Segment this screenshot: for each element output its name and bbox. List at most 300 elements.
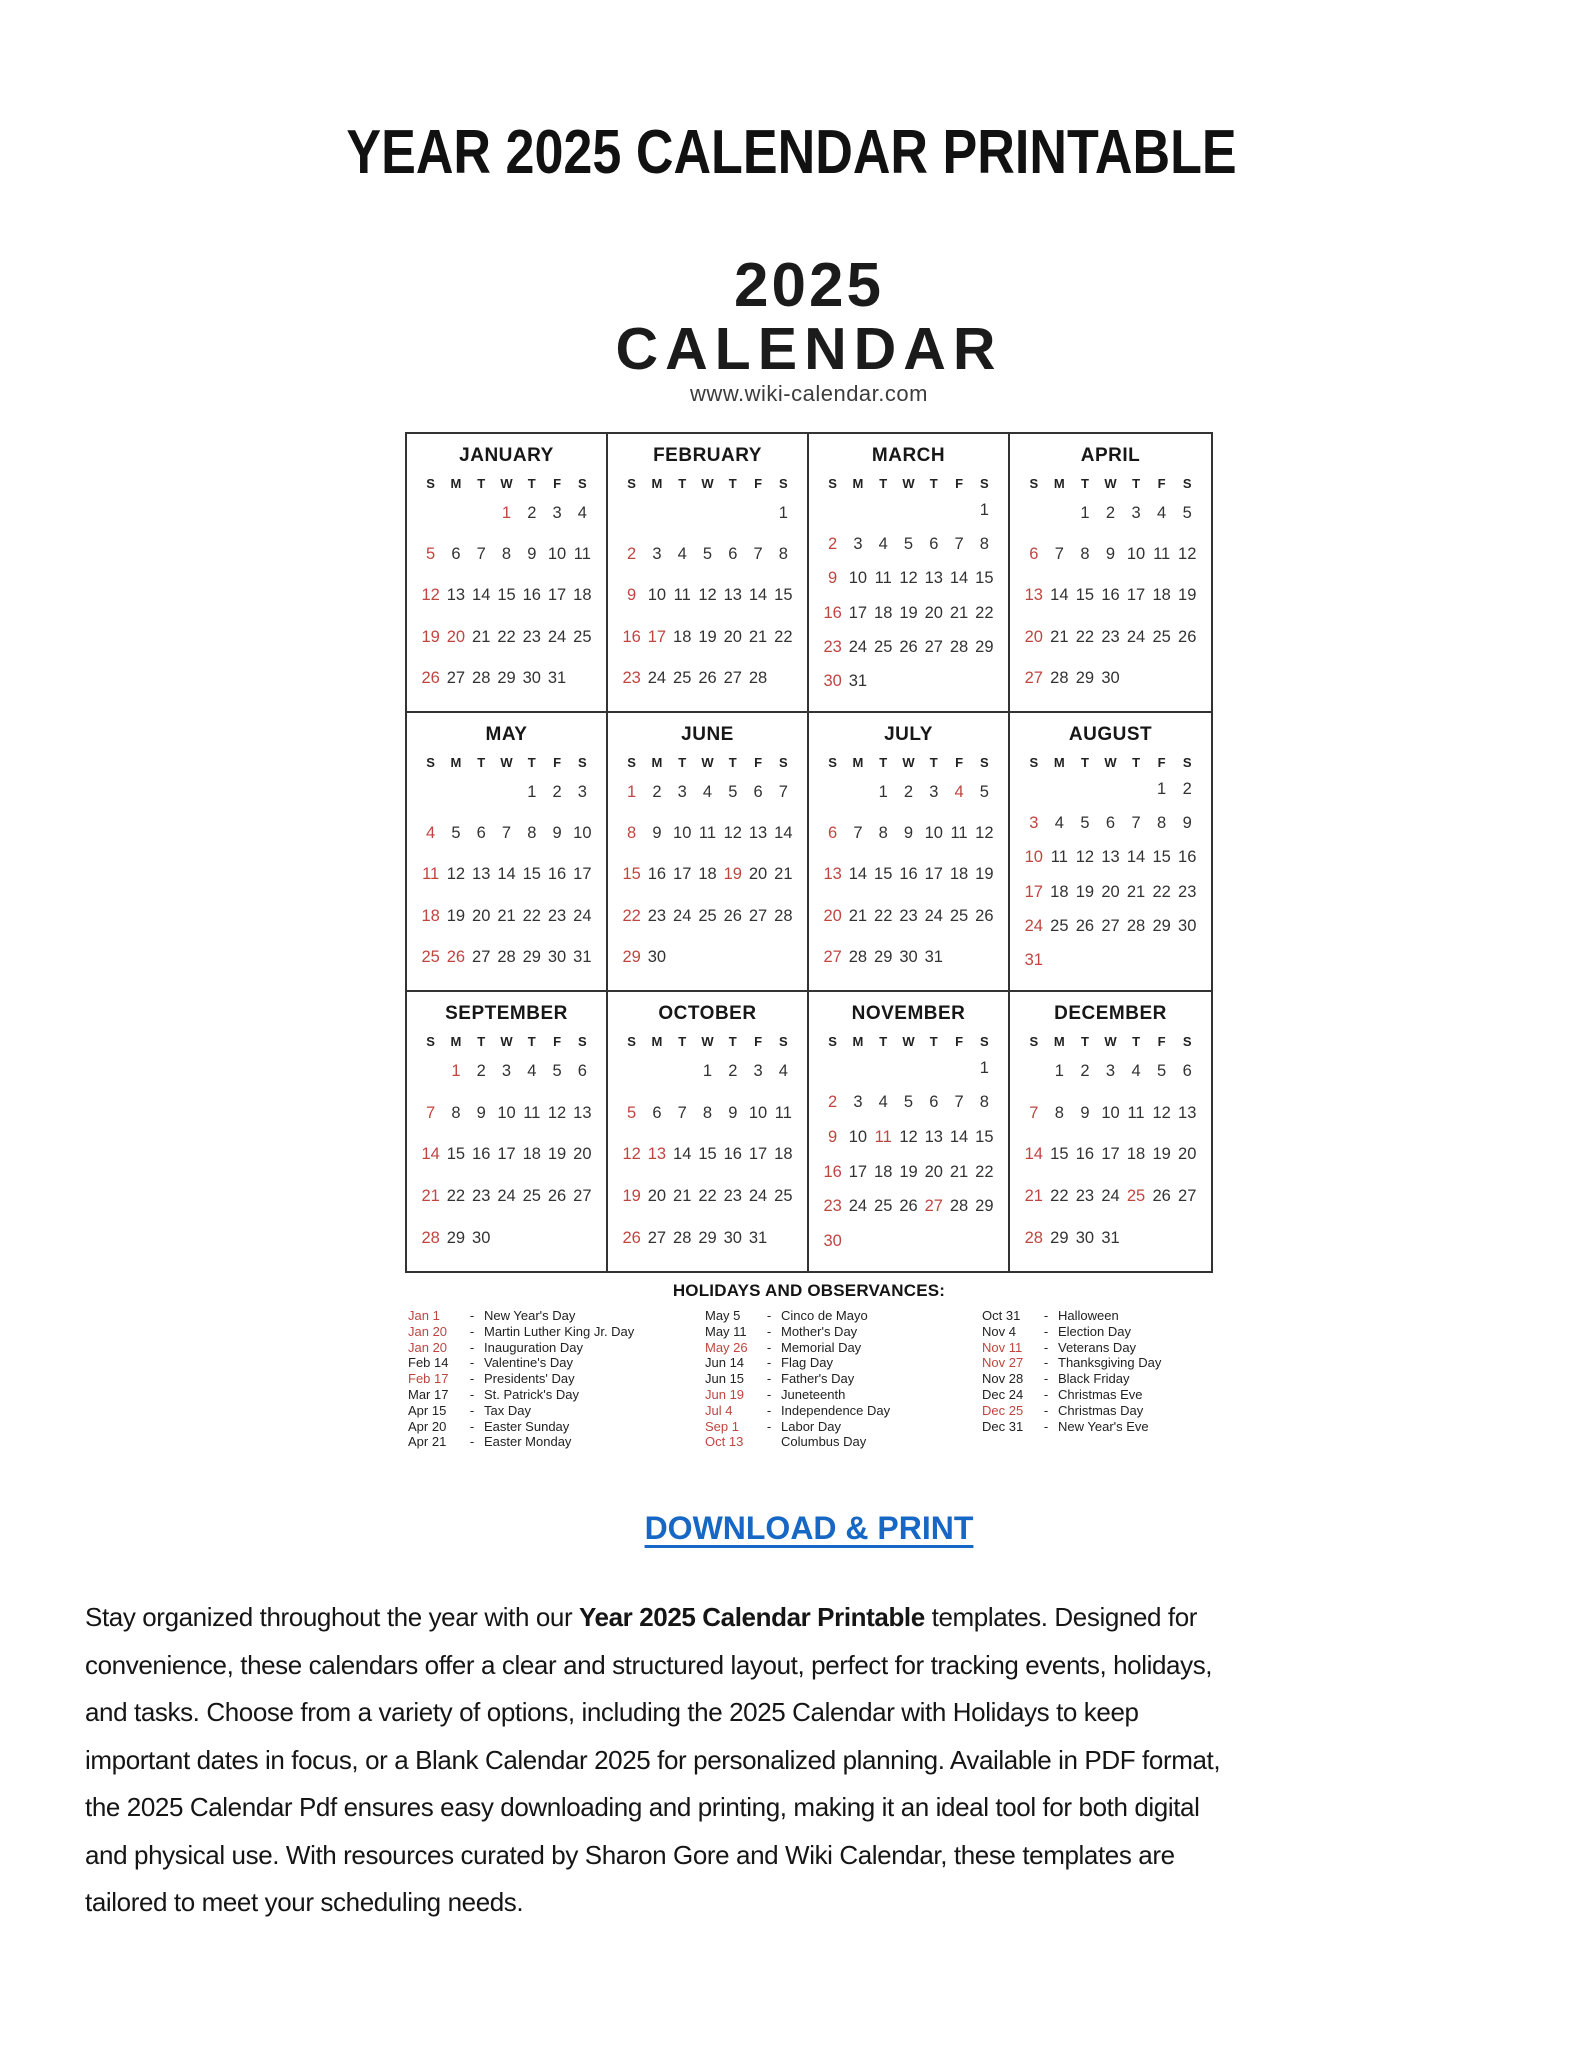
weekday-label: T bbox=[1132, 755, 1141, 770]
day-cell: 6 bbox=[652, 1103, 662, 1122]
day-cell: 18 bbox=[673, 627, 692, 646]
weekday-label: F bbox=[553, 755, 562, 770]
day-cell: 17 bbox=[748, 1145, 768, 1164]
day-cell: 14 bbox=[748, 586, 768, 605]
day-cell: 28 bbox=[673, 1228, 692, 1247]
day-cell: 23 bbox=[622, 668, 641, 687]
paragraph-text: convenience, these calendars offer a clear and structured layout, perfect for tracking events, holidays, bbox=[85, 1649, 1213, 1680]
day-cell: 26 bbox=[975, 906, 994, 925]
holiday-date: May 5 bbox=[705, 1308, 741, 1323]
holiday-separator: - bbox=[469, 1355, 475, 1371]
day-cell: 16 bbox=[723, 1145, 742, 1164]
day-cell: 15 bbox=[975, 1128, 994, 1147]
day-cell: 2 bbox=[903, 783, 914, 802]
month-dates bbox=[1021, 1051, 1200, 1259]
weekday-label: S bbox=[627, 755, 636, 770]
week-row bbox=[619, 907, 796, 926]
weekday-label: M bbox=[852, 476, 864, 491]
day-cell bbox=[1149, 951, 1175, 970]
holiday-date: Jan 20 bbox=[408, 1339, 448, 1355]
day-cell: 5 bbox=[702, 545, 713, 564]
day-cell: 7 bbox=[1131, 813, 1141, 832]
month-name: JUNE bbox=[681, 724, 734, 745]
day-cell: 4 bbox=[1157, 504, 1167, 523]
day-cell: 6 bbox=[753, 783, 763, 802]
day-cell: 24 bbox=[924, 906, 943, 925]
day-cell: 17 bbox=[848, 603, 868, 622]
day-cell: 8 bbox=[778, 545, 788, 564]
day-cell: 11 bbox=[698, 824, 717, 843]
day-cell: 27 bbox=[723, 668, 742, 687]
week-row bbox=[619, 1187, 796, 1206]
week-row bbox=[619, 1229, 796, 1248]
day-cell bbox=[1174, 951, 1200, 970]
day-cell: 26 bbox=[698, 668, 717, 687]
day-cell: 5 bbox=[728, 783, 738, 802]
day-cell: 31 bbox=[1101, 1228, 1120, 1247]
holidays-column-3 bbox=[982, 1308, 1161, 1434]
day-cell: 5 bbox=[627, 1103, 637, 1122]
weekday-label: S bbox=[426, 755, 435, 770]
weekday-label: F bbox=[754, 476, 763, 491]
day-cell: 24 bbox=[673, 906, 692, 925]
day-cell bbox=[896, 1059, 921, 1078]
day-cell: 13 bbox=[472, 865, 491, 884]
day-cell: 1 bbox=[527, 783, 537, 802]
day-cell bbox=[1047, 504, 1073, 523]
holiday-item bbox=[982, 1403, 1161, 1419]
holiday-separator: - bbox=[1043, 1339, 1049, 1355]
day-cell: 26 bbox=[547, 1187, 567, 1206]
week-row bbox=[820, 865, 997, 884]
day-cell: 12 bbox=[1075, 848, 1095, 867]
week-row bbox=[418, 1229, 595, 1248]
week-row bbox=[820, 604, 997, 623]
day-cell bbox=[418, 1062, 443, 1081]
paragraph-line bbox=[85, 1784, 1385, 1832]
week-row bbox=[820, 638, 997, 657]
day-cell: 19 bbox=[446, 906, 466, 925]
day-cell: 6 bbox=[1029, 545, 1039, 564]
day-cell: 21 bbox=[673, 1187, 692, 1206]
day-cell: 20 bbox=[1178, 1145, 1197, 1164]
month-name: SEPTEMBER bbox=[445, 1003, 568, 1024]
holiday-name: Black Friday bbox=[1058, 1371, 1130, 1387]
weekday-label: F bbox=[553, 1034, 562, 1049]
day-cell: 15 bbox=[497, 586, 516, 605]
day-cell: 31 bbox=[924, 947, 943, 966]
holiday-item bbox=[408, 1324, 634, 1340]
month-dates bbox=[820, 772, 997, 978]
day-cell: 13 bbox=[1101, 848, 1120, 867]
day-cell: 16 bbox=[472, 1145, 491, 1164]
day-cell: 15 bbox=[774, 586, 793, 605]
day-cell: 28 bbox=[949, 1197, 969, 1216]
day-cell: 21 bbox=[421, 1187, 440, 1206]
day-cell: 20 bbox=[823, 906, 842, 925]
day-cell: 4 bbox=[878, 534, 888, 553]
day-cell: 10 bbox=[547, 545, 567, 564]
day-cell: 8 bbox=[451, 1103, 461, 1122]
day-cell: 13 bbox=[647, 1145, 667, 1164]
month-name: DECEMBER bbox=[1054, 1003, 1167, 1024]
weekday-label: W bbox=[1104, 476, 1117, 491]
day-cell: 17 bbox=[547, 586, 567, 605]
paragraph-line bbox=[85, 1879, 1385, 1927]
day-cell: 29 bbox=[497, 668, 516, 687]
day-cell: 11 bbox=[1050, 848, 1068, 867]
weekday-label: S bbox=[578, 476, 587, 491]
day-cell bbox=[972, 948, 997, 967]
week-row bbox=[1021, 1104, 1200, 1123]
day-cell: 27 bbox=[924, 637, 943, 656]
week-row bbox=[820, 1093, 997, 1112]
weekday-label: S bbox=[627, 1034, 636, 1049]
day-cell: 18 bbox=[774, 1145, 793, 1164]
day-cell bbox=[469, 504, 494, 523]
day-cell: 4 bbox=[426, 824, 436, 843]
day-cell: 2 bbox=[552, 783, 562, 802]
week-row bbox=[820, 672, 997, 691]
day-cell bbox=[871, 1232, 896, 1251]
paragraph-line bbox=[85, 1737, 1385, 1785]
week-row bbox=[1021, 586, 1200, 605]
day-cell: 12 bbox=[547, 1103, 567, 1122]
day-cell: 12 bbox=[899, 1128, 918, 1147]
day-cell: 23 bbox=[1075, 1187, 1095, 1206]
month-name: JANUARY bbox=[459, 445, 554, 466]
holiday-name: Memorial Day bbox=[781, 1339, 862, 1355]
paragraph-text: tailored to meet your scheduling needs. bbox=[85, 1887, 524, 1917]
day-cell: 7 bbox=[753, 545, 763, 564]
day-cell: 13 bbox=[446, 586, 466, 605]
day-cell bbox=[544, 1229, 569, 1248]
month-april bbox=[1010, 434, 1211, 713]
day-cell bbox=[720, 504, 745, 523]
holiday-item bbox=[982, 1324, 1161, 1340]
weekday-label: T bbox=[527, 755, 536, 770]
weekday-label: M bbox=[852, 1034, 864, 1049]
day-cell: 21 bbox=[949, 603, 969, 622]
day-cell: 24 bbox=[573, 906, 592, 925]
holiday-date: Dec 24 bbox=[982, 1386, 1024, 1402]
day-cell: 28 bbox=[949, 637, 969, 656]
month-dates bbox=[418, 772, 595, 978]
week-row bbox=[1021, 951, 1200, 970]
week-row bbox=[418, 545, 595, 564]
day-cell: 7 bbox=[677, 1103, 687, 1122]
day-cell: 28 bbox=[848, 947, 868, 966]
day-cell: 20 bbox=[748, 865, 768, 884]
day-cell: 2 bbox=[627, 545, 637, 564]
holidays-column-1 bbox=[408, 1308, 634, 1450]
weekday-label: S bbox=[1182, 755, 1192, 770]
download-section bbox=[405, 1510, 1213, 1547]
day-cell: 12 bbox=[899, 569, 918, 588]
holiday-separator: - bbox=[1043, 1418, 1049, 1434]
day-cell: 30 bbox=[823, 672, 842, 691]
day-cell: 22 bbox=[874, 906, 893, 925]
day-cell: 6 bbox=[476, 824, 486, 843]
day-cell: 21 bbox=[748, 627, 768, 646]
weekday-label: W bbox=[500, 1034, 513, 1049]
day-cell: 19 bbox=[622, 1187, 641, 1206]
holiday-date: Feb 17 bbox=[408, 1371, 449, 1387]
holiday-name: St. Patrick's Day bbox=[484, 1386, 579, 1402]
day-cell bbox=[570, 1229, 595, 1248]
day-cell: 24 bbox=[848, 637, 868, 656]
day-cell: 19 bbox=[421, 627, 440, 646]
day-cell: 25 bbox=[698, 906, 717, 925]
day-cell: 23 bbox=[823, 637, 842, 656]
day-cell: 7 bbox=[501, 824, 512, 843]
day-cell: 6 bbox=[1182, 1062, 1192, 1081]
day-cell bbox=[695, 504, 720, 523]
holiday-name: Martin Luther King Jr. Day bbox=[484, 1323, 635, 1339]
day-cell: 13 bbox=[1024, 586, 1043, 605]
day-cell bbox=[845, 1232, 870, 1251]
weekday-label: T bbox=[477, 1034, 486, 1049]
day-cell: 19 bbox=[1075, 882, 1095, 901]
day-cell: 26 bbox=[899, 637, 918, 656]
day-cell bbox=[1098, 780, 1124, 799]
weekday-label: T bbox=[879, 476, 888, 491]
holiday-item bbox=[408, 1355, 634, 1371]
day-cell: 26 bbox=[1178, 627, 1197, 646]
week-row bbox=[418, 1145, 595, 1164]
weekday-label: T bbox=[929, 1034, 938, 1049]
day-cell: 16 bbox=[1075, 1145, 1095, 1164]
day-cell: 28 bbox=[421, 1228, 440, 1247]
day-cell: 24 bbox=[1126, 627, 1146, 646]
holiday-item bbox=[982, 1355, 1161, 1371]
day-cell: 11 bbox=[523, 1103, 541, 1122]
day-cell: 29 bbox=[975, 637, 994, 656]
day-cell: 14 bbox=[774, 824, 793, 843]
day-cell bbox=[820, 783, 845, 802]
day-cell: 11 bbox=[874, 1128, 892, 1147]
day-cell: 25 bbox=[573, 627, 592, 646]
day-cell: 25 bbox=[421, 947, 440, 966]
day-cell: 24 bbox=[1024, 916, 1043, 935]
day-cell: 9 bbox=[652, 824, 662, 843]
paragraph-line bbox=[85, 1594, 1385, 1642]
day-cell: 24 bbox=[647, 668, 667, 687]
day-cell: 31 bbox=[573, 947, 592, 966]
weekday-header bbox=[619, 755, 796, 770]
day-cell: 28 bbox=[1126, 916, 1146, 935]
day-cell: 8 bbox=[1080, 545, 1090, 564]
day-cell bbox=[946, 672, 971, 691]
weekday-label: T bbox=[879, 1034, 888, 1049]
weekday-label: T bbox=[728, 1034, 737, 1049]
day-cell: 9 bbox=[828, 569, 838, 588]
weekday-label: S bbox=[1029, 1034, 1039, 1049]
day-cell: 22 bbox=[1075, 627, 1095, 646]
day-cell: 31 bbox=[748, 1228, 768, 1247]
day-cell: 23 bbox=[723, 1187, 742, 1206]
weekday-label: F bbox=[955, 1034, 964, 1049]
logo-url: www.wiki-calendar.com bbox=[690, 381, 928, 406]
day-cell: 21 bbox=[472, 627, 491, 646]
day-cell: 9 bbox=[527, 545, 537, 564]
day-cell: 15 bbox=[698, 1145, 717, 1164]
day-cell: 27 bbox=[823, 947, 842, 966]
holiday-separator: - bbox=[469, 1434, 475, 1450]
day-cell: 20 bbox=[446, 627, 466, 646]
day-cell: 11 bbox=[1127, 1103, 1145, 1122]
holiday-date: Nov 4 bbox=[982, 1323, 1016, 1339]
day-cell: 26 bbox=[421, 668, 440, 687]
day-cell: 15 bbox=[1075, 586, 1095, 605]
day-cell: 3 bbox=[677, 783, 687, 802]
weekday-header bbox=[820, 1034, 997, 1049]
month-dates bbox=[1021, 493, 1200, 699]
day-cell: 1 bbox=[627, 783, 637, 802]
day-cell: 6 bbox=[1105, 813, 1116, 832]
week-row bbox=[418, 1062, 595, 1081]
week-row bbox=[1021, 1062, 1200, 1081]
weekday-label: T bbox=[527, 476, 536, 491]
day-cell: 4 bbox=[778, 1062, 788, 1081]
day-cell: 4 bbox=[702, 783, 713, 802]
day-cell: 30 bbox=[647, 947, 667, 966]
weekday-label: S bbox=[578, 1034, 587, 1049]
weekday-label: T bbox=[678, 755, 687, 770]
week-row bbox=[1021, 883, 1200, 902]
paragraph-text: templates. Designed for bbox=[924, 1602, 1198, 1632]
day-cell: 19 bbox=[1178, 586, 1197, 605]
weekday-label: S bbox=[828, 755, 837, 770]
day-cell: 16 bbox=[823, 1162, 842, 1181]
week-row bbox=[619, 1104, 796, 1123]
day-cell: 10 bbox=[848, 569, 868, 588]
weekday-label: F bbox=[1157, 476, 1166, 491]
day-cell: 18 bbox=[949, 865, 969, 884]
day-cell bbox=[896, 672, 921, 691]
week-row bbox=[820, 569, 997, 588]
weekday-header bbox=[1021, 755, 1200, 770]
day-cell: 19 bbox=[975, 865, 994, 884]
day-cell: 9 bbox=[627, 586, 637, 605]
week-row bbox=[418, 1187, 595, 1206]
holiday-name: Election Day bbox=[1058, 1323, 1131, 1339]
week-row bbox=[820, 783, 997, 802]
day-cell bbox=[1021, 780, 1047, 799]
holiday-item bbox=[705, 1434, 890, 1450]
logo-wordmark: CALENDAR bbox=[615, 316, 1003, 382]
holiday-separator: - bbox=[469, 1386, 475, 1402]
holiday-separator: - bbox=[1043, 1323, 1049, 1339]
day-cell bbox=[1072, 780, 1098, 799]
day-cell: 20 bbox=[472, 906, 491, 925]
day-cell: 15 bbox=[874, 865, 893, 884]
weekday-label: W bbox=[701, 476, 714, 491]
day-cell: 7 bbox=[476, 545, 486, 564]
download-print-link[interactable]: DOWNLOAD & PRINT bbox=[644, 1510, 974, 1546]
weekday-label: S bbox=[779, 755, 788, 770]
day-cell: 20 bbox=[573, 1145, 592, 1164]
day-cell bbox=[494, 783, 519, 802]
day-cell: 27 bbox=[446, 668, 466, 687]
day-cell: 3 bbox=[1105, 1062, 1116, 1081]
day-cell: 17 bbox=[1101, 1145, 1120, 1164]
day-cell: 1 bbox=[1054, 1062, 1064, 1081]
day-cell: 25 bbox=[522, 1187, 541, 1206]
weekday-label: T bbox=[678, 1034, 687, 1049]
day-cell: 6 bbox=[828, 824, 838, 843]
week-row bbox=[619, 1062, 796, 1081]
week-row bbox=[820, 907, 997, 926]
weekday-header bbox=[820, 476, 997, 491]
day-cell: 8 bbox=[527, 824, 537, 843]
day-cell: 18 bbox=[874, 1162, 893, 1181]
day-cell bbox=[1174, 669, 1200, 688]
weekday-header bbox=[820, 755, 997, 770]
day-cell: 2 bbox=[828, 534, 838, 553]
day-cell: 16 bbox=[647, 865, 667, 884]
day-cell: 3 bbox=[577, 783, 587, 802]
day-cell: 23 bbox=[547, 906, 567, 925]
weekday-label: S bbox=[578, 755, 587, 770]
weekday-label: W bbox=[500, 755, 513, 770]
day-cell bbox=[771, 669, 796, 688]
holiday-item bbox=[705, 1387, 890, 1403]
day-cell: 5 bbox=[1182, 504, 1192, 523]
week-row bbox=[820, 1059, 997, 1078]
day-cell: 18 bbox=[421, 906, 440, 925]
day-cell: 20 bbox=[924, 1162, 943, 1181]
day-cell: 8 bbox=[979, 1093, 989, 1112]
day-cell: 23 bbox=[647, 906, 667, 925]
day-cell: 3 bbox=[1131, 504, 1141, 523]
day-cell: 13 bbox=[924, 1128, 943, 1147]
day-cell: 9 bbox=[1182, 813, 1192, 832]
week-row bbox=[418, 586, 595, 605]
day-cell bbox=[619, 1062, 644, 1081]
day-cell: 22 bbox=[522, 906, 541, 925]
day-cell: 14 bbox=[1050, 586, 1069, 605]
holiday-date: Oct 31 bbox=[982, 1308, 1021, 1323]
day-cell bbox=[820, 501, 845, 520]
holiday-date: Oct 13 bbox=[705, 1434, 744, 1450]
holiday-date: Jun 19 bbox=[705, 1386, 745, 1402]
day-cell: 6 bbox=[929, 534, 939, 553]
day-cell: 11 bbox=[422, 865, 440, 884]
week-row bbox=[820, 1232, 997, 1251]
day-cell: 25 bbox=[874, 637, 893, 656]
weekday-label: M bbox=[450, 755, 462, 770]
day-cell bbox=[921, 672, 946, 691]
day-cell bbox=[720, 948, 745, 967]
week-row bbox=[1021, 780, 1200, 799]
day-cell bbox=[1149, 669, 1175, 688]
day-cell: 21 bbox=[1050, 627, 1069, 646]
holidays-column-2 bbox=[705, 1308, 890, 1450]
day-cell: 10 bbox=[748, 1103, 768, 1122]
month-dates bbox=[820, 1051, 997, 1259]
day-cell: 22 bbox=[975, 603, 994, 622]
day-cell: 29 bbox=[522, 947, 541, 966]
holiday-date: Dec 31 bbox=[982, 1418, 1024, 1434]
holiday-date: Nov 11 bbox=[982, 1339, 1023, 1355]
day-cell: 17 bbox=[848, 1162, 868, 1181]
holiday-separator: - bbox=[1043, 1386, 1049, 1402]
weekday-header bbox=[418, 755, 595, 770]
day-cell: 22 bbox=[1152, 882, 1171, 901]
day-cell: 29 bbox=[698, 1228, 717, 1247]
day-cell: 1 bbox=[1080, 504, 1090, 523]
